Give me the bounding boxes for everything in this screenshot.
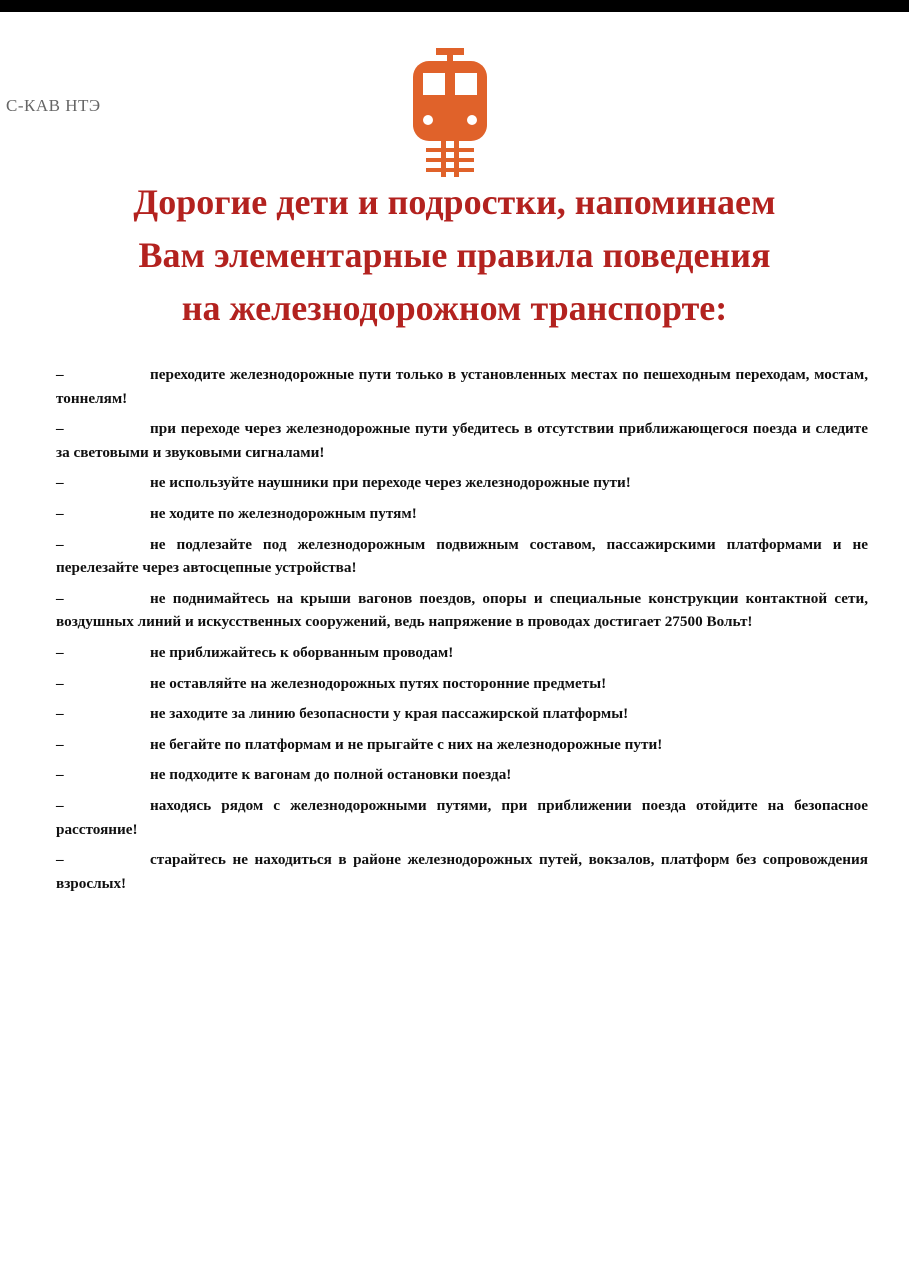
dash-marker: – [56, 535, 64, 553]
rule-text: не ходите по железнодорожным путям! [150, 504, 417, 522]
rule-item [56, 471, 868, 495]
rule-text: находясь рядом с железнодорожными путями, при приближении поезда отойдите на безопасное расстояние! [56, 796, 868, 838]
dash-marker: – [56, 674, 64, 692]
rule-text: не заходите за линию безопасности у края пассажирской платформы! [150, 705, 629, 723]
rule-item [56, 763, 868, 787]
rule-text: переходите железнодорожные пути только в установленных местах по пешеходным переходам, мостам, тоннелям! [56, 366, 868, 407]
rule-text: при переходе через железнодорожные пути убедитесь в отсутствии приближающегося поезда и следите за световыми и звуковыми сигналами! [56, 420, 868, 461]
rule-text: не оставляйте на железнодорожных путях посторонние предметы! [150, 674, 607, 692]
rule-text: не приближайтесь к оборванным проводам! [150, 643, 454, 661]
rule-item [56, 641, 868, 665]
dash-marker: – [56, 589, 64, 607]
rules-list [56, 363, 868, 902]
rule-item [56, 702, 868, 726]
title-line: Вам элементарные правила поведения [138, 235, 771, 275]
dash-marker: – [56, 366, 64, 383]
dash-marker: – [56, 766, 64, 784]
rule-text: старайтесь не находиться в районе железнодорожных путей, вокзалов, платформ без сопровождения взрослых! [56, 851, 868, 892]
rule-item [56, 533, 868, 580]
rule-text: не подлезайте под железнодорожным подвижным составом, пассажирскими платформами и не перелезайте через автосцепные устройства! [56, 535, 868, 577]
page-title [40, 176, 869, 335]
dash-marker: – [56, 420, 64, 438]
dash-marker: – [56, 735, 64, 753]
rule-item [56, 848, 868, 895]
train-on-rails-icon [410, 48, 490, 178]
title-line: на железнодорожном транспорте: [181, 288, 728, 328]
rule-item [56, 587, 868, 634]
organization-label: С-КАВ НТЭ [6, 96, 101, 115]
rule-text: не бегайте по платформам и не прыгайте с них на железнодорожные пути! [150, 735, 663, 753]
top-border [0, 0, 909, 12]
rule-text: не подходите к вагонам до полной остановки поезда! [150, 766, 512, 784]
rule-item [56, 733, 868, 757]
rule-item [56, 363, 868, 410]
rule-text: не поднимайтесь на крыши вагонов поездов, опоры и специальные конструкции контактной сети, воздушных линий и искусственных сооружений, ведь напряжение в проводах достигает 27500 Вольт! [56, 589, 868, 631]
dash-marker: – [56, 643, 64, 661]
rule-item [56, 794, 868, 841]
dash-marker: – [56, 796, 64, 814]
title-line: Дорогие дети и подростки, напоминаем [133, 182, 776, 222]
dash-marker: – [56, 504, 64, 522]
rule-text: не используйте наушники при переходе через железнодорожные пути! [150, 474, 631, 492]
rule-item [56, 417, 868, 464]
dash-marker: – [56, 705, 64, 723]
dash-marker: – [56, 474, 64, 492]
rule-item [56, 672, 868, 696]
dash-marker: – [56, 851, 64, 869]
rule-item [56, 502, 868, 526]
